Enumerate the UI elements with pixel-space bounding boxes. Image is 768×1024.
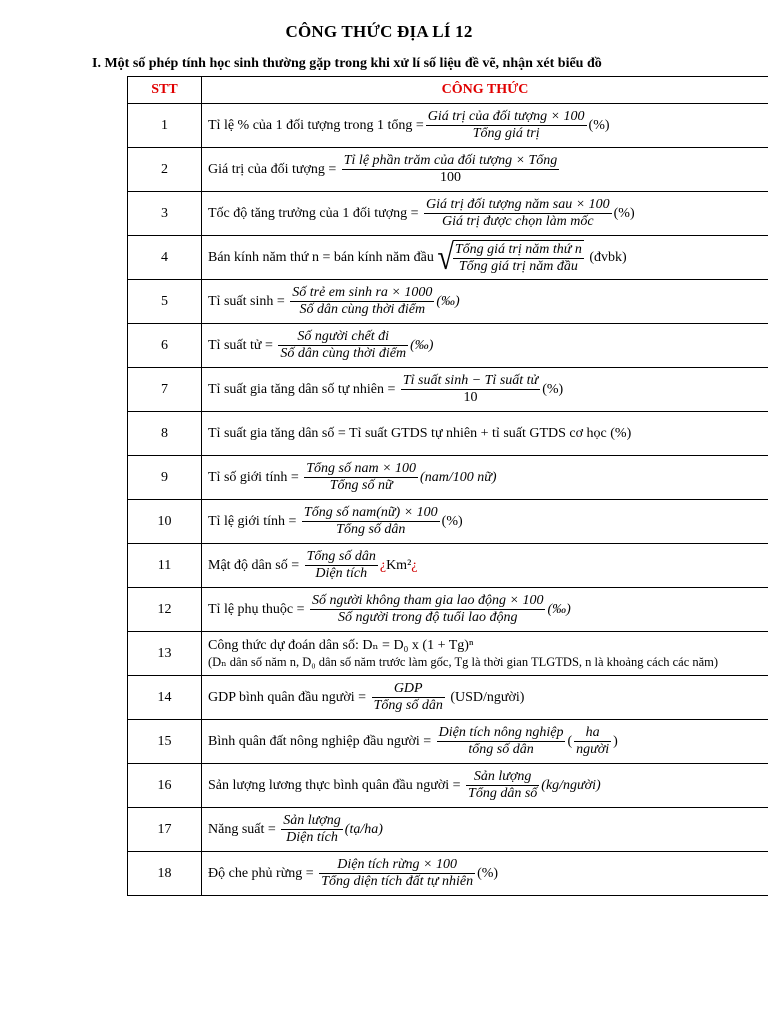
unit-artifact-open: ¿ (379, 557, 387, 573)
numerator: GDP (393, 680, 423, 696)
row-number: 2 (128, 148, 202, 192)
section-heading: I. Một số phép tính học sinh thường gặp trong khi xử lí số liệu đề vẽ, nhận xét biểu đồ (92, 56, 602, 71)
unit: (kg/người) (541, 777, 601, 793)
denominator: Tổng diện tích đất tự nhiên (321, 874, 474, 889)
fraction (342, 153, 560, 186)
table-row (128, 456, 768, 500)
formula-cell (202, 456, 768, 500)
formula-label: Tỉ số giới tính = (208, 469, 299, 485)
table-row (128, 588, 768, 632)
denominator: Giá trị được chọn làm mốc (424, 213, 612, 230)
fraction (304, 461, 418, 494)
fraction (305, 549, 378, 582)
table-row (128, 500, 768, 544)
formula-cell (202, 720, 768, 764)
formula-cell (202, 280, 768, 324)
numerator: Diện tích nông nghiệp (438, 724, 564, 740)
fraction (426, 109, 587, 142)
table-row (128, 368, 768, 412)
formula-cell (202, 148, 768, 192)
formula-label: Tỉ lệ % của 1 đối tượng trong 1 tổng = (208, 117, 424, 133)
row-number: 6 (128, 324, 202, 368)
row-number: 16 (128, 764, 202, 808)
fraction (290, 285, 434, 318)
radical-sign-icon: √ (437, 237, 454, 277)
fraction (401, 373, 540, 406)
formula-label: Năng suất = (208, 821, 276, 837)
square-root (437, 237, 586, 277)
table-row (128, 544, 768, 588)
table-row (128, 412, 768, 456)
numerator: Tổng số dân (306, 548, 376, 564)
table-row (128, 324, 768, 368)
numerator: Số người chết đi (297, 328, 390, 344)
unit: (nam/100 nữ) (420, 469, 497, 485)
numerator: Số người không tham gia lao động × 100 (312, 592, 544, 608)
numerator: Sản lượng (473, 768, 532, 784)
unit: (%) (613, 205, 635, 221)
formula-label: Tốc độ tăng trưởng của 1 đối tượng = (208, 205, 419, 221)
table-row (128, 280, 768, 324)
unit: (%) (542, 381, 564, 397)
header-stt: STT (128, 77, 202, 104)
unit-denominator: người (576, 742, 610, 757)
numerator: Tổng số nam × 100 (306, 460, 417, 476)
unit: (‰) (410, 337, 434, 353)
formula-label: Bán kính năm thứ n = bán kính năm đầu (208, 249, 434, 265)
header-formula: CÔNG THỨC (202, 77, 768, 104)
row-number: 13 (128, 632, 202, 676)
table-row (128, 676, 768, 720)
paren-open: ( (567, 733, 573, 749)
row-number: 1 (128, 104, 202, 148)
formula-cell (202, 500, 768, 544)
table-row (128, 148, 768, 192)
unit: (USD/người) (450, 689, 525, 705)
formula-note: (Dₙ dân số năm n, D₀ dân số năm trước làm gốc, Tg là thời gian TLGTDS, n là khoảng cách các năm) (208, 655, 719, 669)
formula-cell (202, 852, 768, 896)
fraction (437, 725, 566, 758)
unit: (%) (441, 513, 463, 529)
numerator: Giá trị của đối tượng × 100 (427, 108, 585, 124)
formula-table (127, 76, 768, 896)
table-row (128, 808, 768, 852)
formula-label: Sản lượng lương thực bình quân đầu người = (208, 777, 461, 793)
unit-numerator: ha (585, 724, 600, 740)
table-row (128, 632, 768, 676)
row-number: 5 (128, 280, 202, 324)
formula-cell (202, 324, 768, 368)
unit: (tạ/ha) (344, 821, 383, 837)
formula-text: Công thức dự đoán dân số: Dₙ = D₀ x (1 + Tg)ⁿ (208, 638, 474, 653)
formula-cell (202, 192, 768, 236)
formula-cell (202, 588, 768, 632)
denominator: tổng số dân (437, 741, 566, 758)
row-number: 10 (128, 500, 202, 544)
formula-label: Tỉ lệ phụ thuộc = (208, 601, 305, 617)
row-number: 9 (128, 456, 202, 500)
numerator: Sản lượng (283, 812, 341, 828)
unit: (‰) (436, 293, 460, 309)
fraction (319, 857, 475, 890)
numerator: Giá trị đối tượng năm sau × 100 (426, 196, 610, 212)
page-title: CÔNG THỨC ĐỊA LÍ 12 (285, 22, 473, 41)
table-row (128, 236, 768, 280)
denominator: Số người trong độ tuổi lao động (310, 609, 545, 626)
formula-label: Tỉ lệ giới tính = (208, 513, 297, 529)
fraction (424, 197, 612, 230)
table-row (128, 764, 768, 808)
row-number: 17 (128, 808, 202, 852)
formula-label: Giá trị của đối tượng = (208, 161, 337, 177)
denominator: Số dân cùng thời điểm (290, 301, 434, 318)
denominator: Tổng dân số (468, 786, 538, 801)
unit: (%) (477, 865, 499, 881)
row-number: 7 (128, 368, 202, 412)
row-number: 15 (128, 720, 202, 764)
numerator: Tỉ lệ phần trăm của đối tượng × Tổng (343, 152, 558, 168)
table-row (128, 192, 768, 236)
formula-label: GDP bình quân đầu người = (208, 689, 367, 705)
row-number: 18 (128, 852, 202, 896)
denominator: Diện tích (305, 565, 378, 582)
table-row (128, 852, 768, 896)
formula-cell (202, 412, 768, 456)
numerator: Tổng số nam(nữ) × 100 (303, 504, 438, 520)
fraction (310, 593, 545, 626)
formula-label: Tỉ suất sinh = (208, 293, 285, 309)
paren-close: ) (613, 733, 618, 749)
fraction (302, 505, 440, 538)
numerator: Diện tích rừng × 100 (337, 856, 458, 872)
formula-cell (202, 676, 768, 720)
formula-cell (202, 544, 768, 588)
table-row (128, 720, 768, 764)
denominator: Tổng số dân (302, 521, 440, 538)
denominator: Tổng số nữ (304, 477, 418, 494)
denominator: 100 (342, 169, 560, 186)
row-number: 8 (128, 412, 202, 456)
numerator: Tổng giá trị năm thứ n (454, 241, 582, 257)
formula-label: Độ che phủ rừng = (208, 865, 314, 881)
row-number: 4 (128, 236, 202, 280)
formula-label: Bình quân đất nông nghiệp đầu người = (208, 733, 432, 749)
unit-artifact-close: ¿ (411, 557, 418, 573)
row-number: 11 (128, 544, 202, 588)
denominator: Diện tích (281, 829, 343, 846)
formula-cell (202, 368, 768, 412)
unit: (‰) (547, 601, 571, 617)
table-header-row (128, 77, 768, 104)
fraction (278, 329, 408, 362)
numerator: Số trẻ em sinh ra × 1000 (292, 284, 433, 300)
fraction (453, 240, 584, 275)
formula-cell (202, 764, 768, 808)
fraction (372, 681, 445, 714)
unit: (đvbk) (589, 249, 627, 265)
numerator: Tỉ suất sinh − Tỉ suất tử (402, 372, 539, 388)
unit: (%) (588, 117, 610, 133)
fraction (281, 813, 343, 846)
formula-cell (202, 808, 768, 852)
row-number: 3 (128, 192, 202, 236)
formula-label: Tỉ suất gia tăng dân số tự nhiên = (208, 381, 396, 397)
formula-label: Tỉ suất tử = (208, 337, 273, 353)
unit-fraction (574, 725, 611, 758)
denominator: Tổng số dân (373, 698, 443, 713)
unit: Km² (386, 557, 412, 573)
formula-label: Mật độ dân số = (208, 557, 300, 573)
formula-cell (202, 632, 768, 676)
formula-text: Tỉ suất gia tăng dân số = Tỉ suất GTDS tự nhiên + tỉ suất GTDS cơ học (%) (208, 425, 632, 441)
formula-cell (202, 104, 768, 148)
denominator: Tổng giá trị (426, 125, 587, 142)
fraction (466, 769, 539, 802)
table-row (128, 104, 768, 148)
denominator: Tổng giá trị năm đầu (453, 258, 584, 275)
row-number: 12 (128, 588, 202, 632)
row-number: 14 (128, 676, 202, 720)
denominator: 10 (401, 389, 540, 406)
formula-cell (202, 236, 768, 280)
denominator: Số dân cùng thời điểm (280, 346, 407, 361)
